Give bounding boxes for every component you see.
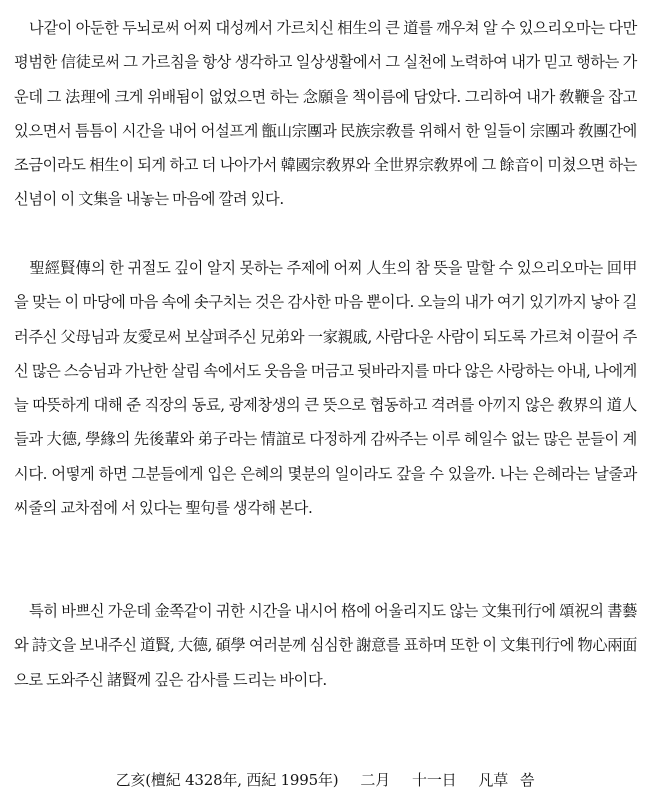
paragraph-1: [14, 11, 637, 217]
paragraph-2: [14, 251, 637, 525]
signature-date: 乙亥(檀紀 4328年, 西紀 1995年): [115, 771, 339, 789]
signature-author: 凡草: [478, 771, 509, 789]
signature-suffix: 씀: [520, 771, 535, 789]
paragraph-3-text: 특히 바쁘신 가운데 金쪽같이 귀한 시간을 내시어 格에 어울리지도 않는 文集刊行에 頌祝의 書藝와 詩文을 보내주신 道賢, 大德, 碩學 여러분께 심심한 謝意를 표하며 또한 이 文集刊行에 物心兩面으로 도와주신 諸賢께 깊은 감사를 드리는 바이다.: [14, 602, 637, 689]
paragraph-2-text: 聖經賢傳의 한 귀절도 깊이 알지 못하는 주제에 어찌 人生의 참 뜻을 말할 수 있으리오마는 回甲을 맞는 이 마당에 마음 속에 솟구치는 것은 감사한 마음 뿐이다. 오늘의 내가 여기 있기까지 낳아 길러주신 父母님과 友愛로써 보살펴주신 兄弟와 一家親戚, 사람다운 사람이 되도록 가르쳐 이끌어 주신 많은 스승님과 가난한 살림 속에서도 웃음을 머금고 뒷바라지를 마다 않은 사랑하는 아내, 나에게 늘 따뜻하게 대해 준 직장의 동료, 광제창생의 큰 뜻으로 협동하고 격려를 아끼지 않은 敎界의 道人들과 大德, 學緣의 先後輩와 弟子라는 情誼로 다정하게 감싸주는 이루 헤일수 없는 많은 분들이 계시다. 어떻게 하면 그분들에게 입은 은혜의 몇분의 일이라도 갚을 수 있을까. 나는 은혜라는 날줄과 씨줄의 교차점에 서 있다는 聖句를 생각해 본다.: [14, 259, 637, 518]
signature-line: [0, 770, 650, 790]
signature-day: 十一日: [412, 771, 457, 789]
paragraph-1-text: 나같이 아둔한 두뇌로써 어찌 대성께서 가르치신 相生의 큰 道를 깨우쳐 알 수 있으리오마는 다만 평범한 信徒로써 그 가르침을 항상 생각하고 일상생활에서 그 실천에 노력하여 내가 믿고 행하는 가운데 그 法理에 크게 위배됨이 없었으면 하는 念願을 책이름에 담았다. 그리하여 내가 敎鞭을 잡고 있으면서 틈틈이 시간을 내어 어설프게 甑山宗團과 民族宗敎를 위해서 한 일들이 宗團과 敎團간에 조금이라도 相生이 되게 하고 더 나아가서 韓國宗敎界와 全世界宗敎界에 그 餘音이 미쳤으면 하는 신념이 이 文集을 내놓는 마음에 깔려 있다.: [14, 19, 637, 209]
paragraph-3: [14, 594, 637, 697]
signature-month: 二月: [360, 771, 391, 789]
